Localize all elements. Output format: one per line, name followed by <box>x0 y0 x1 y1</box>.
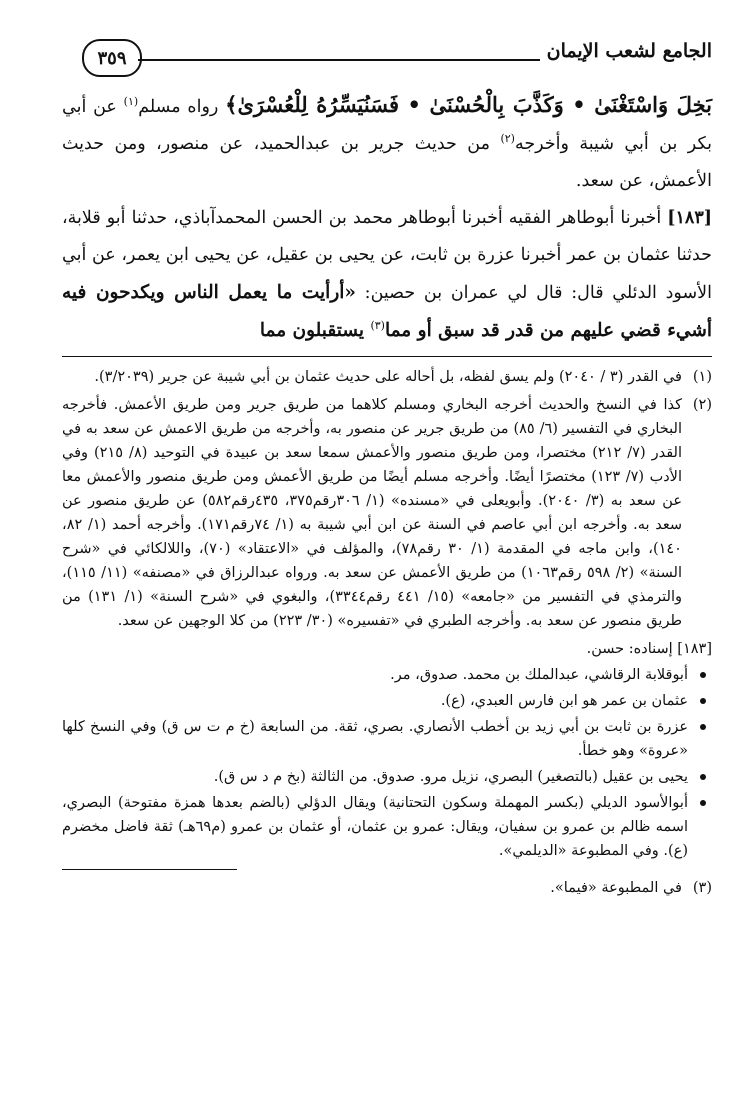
list-item <box>62 765 712 789</box>
narrator-list <box>62 663 712 863</box>
bullet-icon <box>700 724 706 730</box>
footnote-text: كذا في النسخ والحديث أخرجه البخاري ومسلم كلاهما من طريق جرير ومن طريق الأعمش. فأخرجه البخاري في التفسير (٦/ ٨٥) من طريق جرير عن منصور به، وأخرجه من طريق الاعمش عن سعد به في القدر (٧/ ٢١٢) مختصرا، ومن طريق منصور والأعمش سمعا سعد بن عبيدة في التوحيد (٨/ ٢١٥) وفي الأدب (٧/ ١٢٣) مختصرًا أيضًا. وأخرجه مسلم أيضًا من طريق الأعمش ومن طريق منصور والأعمش معا عن سعد به (٣/ ٢٠٤٠). وأبويعلى في «مسنده» (١/ ٣٠٦رقم٣٧٥، ٤٣٥رقم٥٨٢) عن طريق منصور عن سعد به. وأخرجه ابن أبي عاصم في السنة عن ابن أبي شيبة به (١/ ٧٤رقم١٧١). وأخرجه أحمد (١/ ٨٢، ١٤٠)، وابن ماجه في المقدمة (١/ ٣٠ رقم٧٨)، والمؤلف في «الاعتقاد» (٧٠)، واللالكائي في «شرح السنة» (٢/ ٥٩٨ رقم١٠٦٣) من طريق الأعمش عن سعد به. ورواه عبدالرزاق في «مصنفه» (١١/ ١١٥)، والترمذي في التفسير من «جامعه» (١٥/ ٤٤١ رقم٣٣٤٤)، والبغوي في «شرح السنة» (١/ ١٣١) من طريق منصور عن سعد به. وأخرجه الطبري في «تفسيره» (٣٠/ ٢٢٣) من كلا الوجهين عن سعد. <box>62 397 683 629</box>
narrator-text: يحيى بن عقيل (بالتصغير) البصري، نزيل مرو. صدوق. من الثالثة (بخ م د س ق). <box>213 769 688 785</box>
footnote-number: (١) <box>692 369 712 385</box>
bullet-icon <box>700 800 706 806</box>
bullet-icon <box>700 672 706 678</box>
header-rule <box>138 59 540 61</box>
text-segment: من حديث جرير بن عبدالحميد، عن منصور، ومن حديث الأعمش، عن سعد. <box>62 134 712 191</box>
footnote-number: (٣) <box>692 880 712 896</box>
bullet-icon <box>700 698 706 704</box>
footnote-2 <box>62 393 712 633</box>
narrator-text: أبوالأسود الديلي (بكسر المهملة وسكون التحتانية) ويقال الدؤلي (بالضم بعدها همزة مفتوحة) البصري، اسمه ظالم بن عمرو بن سفيان، ويقال: عمرو بن عثمان، أو عثمان بن عمرو (م٦٩هـ) ثقة فاضل مخضرم (ع). وفي المطبوعة «الديلمي». <box>62 795 688 859</box>
footnote-ref-1: (١) <box>123 95 139 109</box>
text-segment: عن أبي بكر بن أبي شيبة وأخرجه <box>62 97 712 154</box>
page-number: ٣٥٩ <box>82 39 142 77</box>
narrator-text: عثمان بن عمر هو ابن فارس العبدي، (ع). <box>440 693 688 709</box>
footnote-text: في المطبوعة «فيما». <box>550 880 682 896</box>
hadith-number: [١٨٣] <box>667 208 712 228</box>
isnad-grade-label: إسناده: حسن. <box>586 641 678 657</box>
footnote-number: (٢) <box>692 397 712 413</box>
list-item <box>62 689 712 713</box>
running-title: الجامع لشعب الإيمان <box>546 40 712 62</box>
footnote-ref-2: (٢) <box>500 132 515 146</box>
paragraph-ayah <box>62 86 712 200</box>
list-item <box>62 663 712 687</box>
footnotes <box>62 365 712 900</box>
footnote-separator <box>62 356 712 357</box>
paragraph-hadith-183 <box>62 200 712 350</box>
narrator-text: أبوقلابة الرقاشي، عبدالملك بن محمد. صدوق، مر. <box>390 667 688 683</box>
footnote-1 <box>62 365 712 389</box>
isnad-text: أخبرنا أبوطاهر الفقيه أخبرنا أبوطاهر محمد بن الحسن المحمدآباذي، حدثنا أبو قلابة، حدثنا عثمان بن عمر أخبرنا عزرة بن ثابت، عن يحيى بن عقيل، عن يحيى ابن يعمر، عن أبي الأسود الدئلي قال: قال لي عمران بن حصين: <box>62 208 712 303</box>
page-header <box>62 36 712 80</box>
isnad-grade <box>62 637 712 661</box>
main-text <box>62 86 712 350</box>
footnote-text: في القدر (٣ / ٢٠٤٠) ولم يسق لفظه، بل أحاله على حديث عثمان بن أبي شيبة عن جرير (٣/٢٠٣٩). <box>94 369 682 385</box>
bullet-icon <box>700 774 706 780</box>
quran-verse: بَخِلَ وَاسْتَغْنَىٰ • وَكَذَّبَ بِالْحُسْنَىٰ • فَسَنُيَسِّرُهُ لِلْعُسْرَىٰ﴾ <box>225 92 712 117</box>
text-segment: رواه مسلم <box>138 97 226 117</box>
hadith-matn: «أرأيت ما يعمل الناس ويكدحون فيه أشيء قضي عليهم من قدر قد سبق أو مما <box>62 282 712 341</box>
footnote-ref-3: (٣) <box>370 319 385 333</box>
narrator-text: عزرة بن ثابت بن أبي زيد بن أخطب الأنصاري. بصري، ثقة. من السابعة (خ م ت س ق) وفي النسخ كلها «عروة» وهو خطأ. <box>62 719 688 759</box>
footnote-3 <box>62 876 712 900</box>
book-page <box>62 36 712 1076</box>
list-item <box>62 715 712 763</box>
footnote-separator-short <box>62 869 237 870</box>
list-item <box>62 791 712 863</box>
hadith-number: [١٨٣] <box>677 641 712 657</box>
hadith-matn-cont: يستقبلون مما <box>259 320 371 341</box>
